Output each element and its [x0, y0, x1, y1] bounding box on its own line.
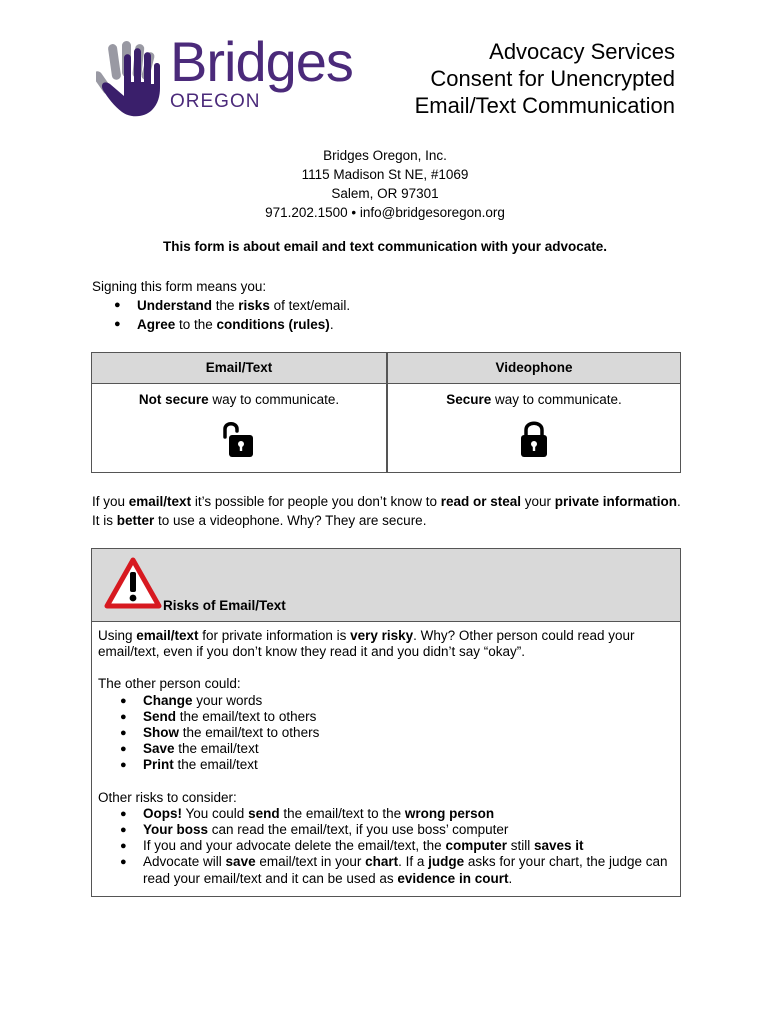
email-text-security: Not secure way to communicate. — [138, 392, 340, 407]
org-street: 1115 Madison St NE, #1069 — [301, 167, 469, 182]
email-text-header: Email/Text — [205, 360, 273, 375]
other-risks-lead: Other risks to consider: — [98, 789, 237, 805]
videophone-header: Videophone — [495, 360, 573, 375]
list-item: ● Show the email/text to others — [98, 725, 668, 741]
form-intro: This form is about email and text communication with your advocate. — [162, 239, 608, 254]
list-item: ● Advocate will save email/text in your chart. If a judge asks for your chart, the judge can read your email/text and it can be used as evidence in court. — [98, 854, 668, 886]
list-item: ● Save the email/text — [98, 741, 668, 757]
list-item: ● Print the email/text — [98, 757, 668, 773]
security-comparison-table — [91, 352, 681, 473]
risk-intro-paragraph: Using email/text for private information is very risky. Why? Other person could read your email/text, even if you don’t know they read it and you didn’t say “okay”. — [98, 628, 635, 660]
list-item: ● Send the email/text to others — [98, 709, 668, 725]
list-item: ● Your boss can read the email/text, if you use boss’ computer — [98, 822, 668, 838]
list-item: ● Agree to the conditions (rules). — [92, 315, 350, 334]
logo-subtitle: OREGON — [170, 91, 261, 112]
unlocked-padlock-icon — [221, 419, 255, 459]
could-lead: The other person could: — [98, 676, 241, 692]
title-line-2: Consent for Unencrypted — [430, 66, 675, 91]
locked-padlock-icon — [517, 419, 551, 459]
list-item: ● Understand the risks of text/email. — [92, 296, 350, 315]
videophone-security: Secure way to communicate. — [446, 392, 622, 407]
organization-address — [0, 146, 770, 222]
title-line-1: Advocacy Services — [489, 39, 675, 64]
risks-box — [91, 548, 681, 897]
list-item: ● Change your words — [98, 693, 668, 709]
org-contact: 971.202.1500 • info@bridgesoregon.org — [265, 205, 505, 220]
bridges-oregon-logo — [96, 30, 386, 120]
org-name: Bridges Oregon, Inc. — [323, 148, 447, 163]
signing-lead: Signing this form means you: — [92, 279, 267, 294]
videophone-recommendation: If you email/text it’s possible for people you don’t know to read or steal your private information. It is better to use a videophone. Why? They are secure. — [92, 494, 681, 528]
signing-section — [92, 277, 350, 334]
list-item: ● Oops! You could send the email/text to the wrong person — [98, 806, 668, 822]
title-line-3: Email/Text Communication — [414, 93, 675, 118]
document-title — [415, 38, 675, 119]
org-city: Salem, OR 97301 — [331, 186, 439, 201]
other-person-could-list — [98, 693, 668, 774]
signing-list — [92, 296, 350, 334]
risks-body — [98, 628, 668, 887]
logo-wordmark: Bridges — [170, 30, 353, 93]
list-item: ● If you and your advocate delete the email/text, the computer still saves it — [98, 838, 668, 854]
risks-header — [92, 549, 680, 622]
risks-title: Risks of Email/Text — [163, 598, 286, 613]
warning-triangle-icon — [104, 557, 162, 609]
other-risks-list — [98, 806, 668, 887]
